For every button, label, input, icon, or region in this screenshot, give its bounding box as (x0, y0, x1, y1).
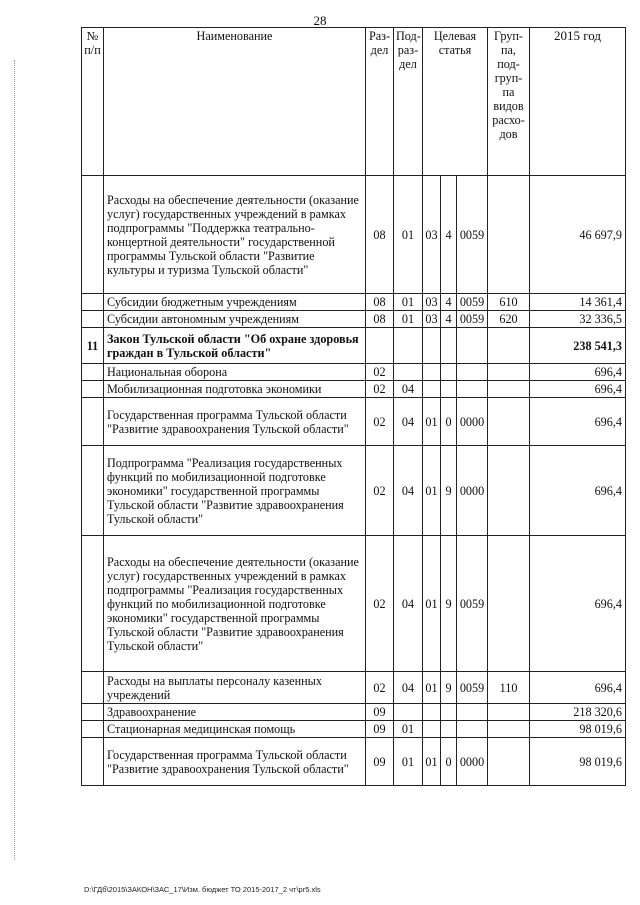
row-name: Расходы на выплаты персоналу казенных учреждений (104, 672, 366, 704)
row-subsection (394, 364, 423, 381)
row-section: 02 (366, 364, 394, 381)
table-row (82, 294, 626, 311)
row-expense-group: 610 (488, 294, 530, 311)
row-expense-group: 110 (488, 672, 530, 704)
row-target-program: 01 (423, 738, 441, 786)
row-section: 08 (366, 176, 394, 294)
row-target-sub: 0 (441, 398, 457, 446)
row-subsection: 04 (394, 536, 423, 672)
row-num (82, 294, 104, 311)
row-target-code (457, 364, 488, 381)
row-target-code: 0059 (457, 294, 488, 311)
row-target-sub (441, 721, 457, 738)
row-target-sub (441, 704, 457, 721)
row-num (82, 311, 104, 328)
table-row (82, 364, 626, 381)
row-name: Расходы на обеспечение деятельности (оказание услуг) государственных учреждений в рамках подпрограммы "Реализация государственных функций по мобилизационной подготовке экономики" государственной программы Тульской области "Развитие здравоохранения Тульской области" (104, 536, 366, 672)
row-expense-group: 620 (488, 311, 530, 328)
row-num: 11 (82, 328, 104, 364)
row-amount-2015: 14 361,4 (530, 294, 626, 311)
header-name: Наименование (104, 28, 366, 176)
row-amount-2015: 696,4 (530, 364, 626, 381)
page-number: 28 (313, 13, 327, 28)
row-target-code (457, 721, 488, 738)
header-num: № п/п (82, 28, 104, 176)
row-subsection: 01 (394, 721, 423, 738)
row-target-sub (441, 381, 457, 398)
row-target-code (457, 704, 488, 721)
row-target-sub: 4 (441, 176, 457, 294)
row-target-sub: 9 (441, 536, 457, 672)
row-target-code: 0000 (457, 446, 488, 536)
row-num (82, 672, 104, 704)
row-section: 08 (366, 311, 394, 328)
row-expense-group (488, 738, 530, 786)
header-year: 2015 год (530, 28, 626, 176)
budget-table-wrap (81, 27, 625, 786)
row-name: Национальная оборона (104, 364, 366, 381)
row-target-code: 0000 (457, 398, 488, 446)
header-subsection: Под- раз- дел (394, 28, 423, 176)
row-target-code: 0059 (457, 672, 488, 704)
row-amount-2015: 696,4 (530, 381, 626, 398)
row-target-program (423, 381, 441, 398)
row-target-program: 03 (423, 311, 441, 328)
table-row (82, 328, 626, 364)
row-num (82, 381, 104, 398)
row-amount-2015: 696,4 (530, 672, 626, 704)
table-row (82, 536, 626, 672)
row-expense-group (488, 328, 530, 364)
table-row (82, 672, 626, 704)
row-subsection: 04 (394, 381, 423, 398)
table-row (82, 381, 626, 398)
row-target-program: 01 (423, 536, 441, 672)
row-target-code: 0059 (457, 176, 488, 294)
row-section (366, 328, 394, 364)
row-target-code (457, 328, 488, 364)
row-expense-group (488, 536, 530, 672)
row-expense-group (488, 364, 530, 381)
table-row (82, 704, 626, 721)
row-target-code: 0000 (457, 738, 488, 786)
table-row (82, 738, 626, 786)
row-num (82, 176, 104, 294)
row-target-program: 01 (423, 398, 441, 446)
table-row (82, 721, 626, 738)
header-section: Раз- дел (366, 28, 394, 176)
row-name: Субсидии автономным учреждениям (104, 311, 366, 328)
row-name: Закон Тульской области "Об охране здоровья граждан в Тульской области" (104, 328, 366, 364)
table-row (82, 311, 626, 328)
row-name: Государственная программа Тульской области "Развитие здравоохранения Тульской области" (104, 398, 366, 446)
row-amount-2015: 98 019,6 (530, 721, 626, 738)
row-target-sub: 4 (441, 311, 457, 328)
row-target-program (423, 328, 441, 364)
row-section: 02 (366, 381, 394, 398)
row-target-sub: 4 (441, 294, 457, 311)
row-target-sub (441, 364, 457, 381)
row-section: 09 (366, 704, 394, 721)
row-target-program: 03 (423, 294, 441, 311)
row-num (82, 738, 104, 786)
row-name: Субсидии бюджетным учреждениям (104, 294, 366, 311)
row-target-sub: 9 (441, 446, 457, 536)
row-amount-2015: 98 019,6 (530, 738, 626, 786)
row-name: Мобилизационная подготовка экономики (104, 381, 366, 398)
row-amount-2015: 46 697,9 (530, 176, 626, 294)
row-subsection: 04 (394, 446, 423, 536)
row-num (82, 536, 104, 672)
row-section: 02 (366, 446, 394, 536)
row-subsection: 04 (394, 672, 423, 704)
row-num (82, 446, 104, 536)
row-expense-group (488, 704, 530, 721)
row-target-sub: 0 (441, 738, 457, 786)
row-section: 09 (366, 738, 394, 786)
row-amount-2015: 696,4 (530, 536, 626, 672)
row-expense-group (488, 176, 530, 294)
row-name: Государственная программа Тульской области "Развитие здравоохранения Тульской области" (104, 738, 366, 786)
row-subsection: 01 (394, 176, 423, 294)
row-num (82, 398, 104, 446)
row-subsection: 01 (394, 294, 423, 311)
row-target-program (423, 364, 441, 381)
table-row (82, 446, 626, 536)
row-expense-group (488, 446, 530, 536)
row-target-sub: 9 (441, 672, 457, 704)
row-target-code: 0059 (457, 536, 488, 672)
row-target-sub (441, 328, 457, 364)
row-target-code: 0059 (457, 311, 488, 328)
row-subsection: 04 (394, 398, 423, 446)
row-target-program: 03 (423, 176, 441, 294)
file-path-footer: D:\ГДб\2015\ЗАКОН\ЗАС_17\Изм. бюджет ТО 2015-2017_2 чт\pr5.xls (84, 885, 321, 894)
row-subsection (394, 328, 423, 364)
row-target-code (457, 381, 488, 398)
row-section: 02 (366, 672, 394, 704)
row-section: 02 (366, 536, 394, 672)
margin-line (14, 60, 15, 860)
row-name: Стационарная медицинская помощь (104, 721, 366, 738)
row-target-program: 01 (423, 446, 441, 536)
row-subsection (394, 704, 423, 721)
row-amount-2015: 696,4 (530, 446, 626, 536)
row-section: 09 (366, 721, 394, 738)
table-row (82, 398, 626, 446)
row-expense-group (488, 721, 530, 738)
row-amount-2015: 32 336,5 (530, 311, 626, 328)
row-target-program (423, 704, 441, 721)
row-name: Расходы на обеспечение деятельности (оказание услуг) государственных учреждений в рамках подпрограммы "Поддержка театрально-концертной деятельности" государственной программы Тульской области "Развитие культуры и туризма Тульской области" (104, 176, 366, 294)
table-row (82, 176, 626, 294)
row-num (82, 704, 104, 721)
row-expense-group (488, 398, 530, 446)
row-target-program (423, 721, 441, 738)
table-header (82, 28, 626, 176)
row-amount-2015: 238 541,3 (530, 328, 626, 364)
row-subsection: 01 (394, 311, 423, 328)
row-section: 02 (366, 398, 394, 446)
row-section: 08 (366, 294, 394, 311)
row-amount-2015: 696,4 (530, 398, 626, 446)
row-amount-2015: 218 320,6 (530, 704, 626, 721)
header-group: Груп- па, под- груп- па видов расхо- дов (488, 28, 530, 176)
row-expense-group (488, 381, 530, 398)
row-target-program: 01 (423, 672, 441, 704)
row-num (82, 364, 104, 381)
row-num (82, 721, 104, 738)
row-name: Подпрограмма "Реализация государственных функций по мобилизационной подготовке экономики" государственной программы Тульской области "Развитие здравоохранения Тульской области" (104, 446, 366, 536)
row-name: Здравоохранение (104, 704, 366, 721)
budget-table (81, 27, 626, 786)
row-subsection: 01 (394, 738, 423, 786)
header-target: Целевая статья (423, 28, 488, 176)
